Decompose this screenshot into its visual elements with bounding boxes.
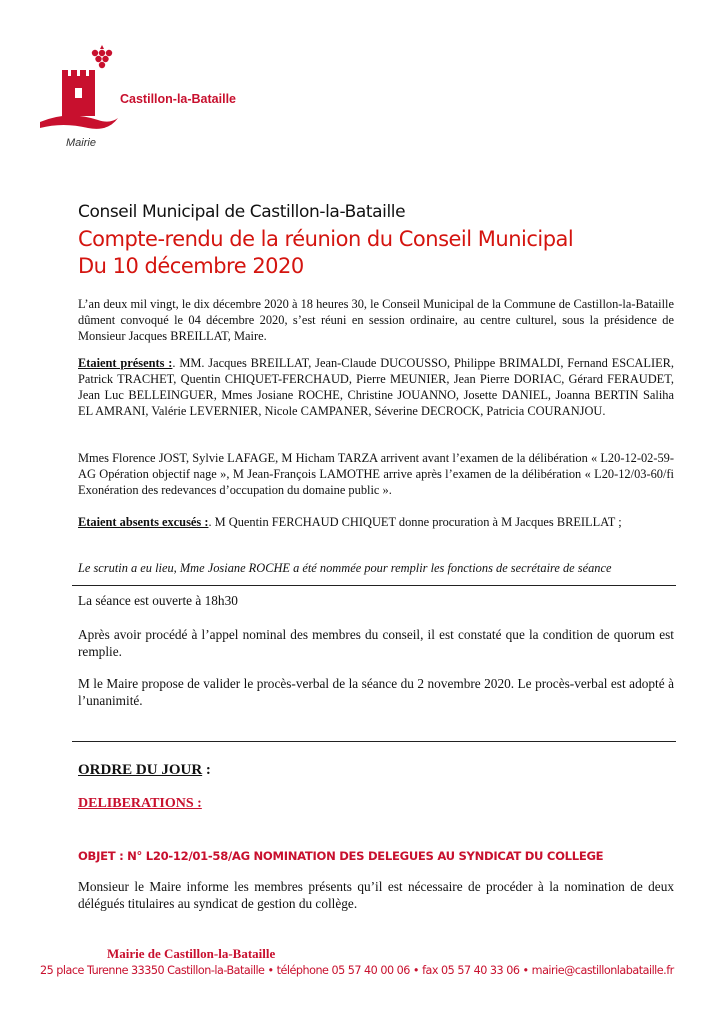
objet-heading: OBJET : N° L20-12/01-58/AG NOMINATION DES DELEGUES AU SYNDICAT DU COLLEGE: [78, 849, 604, 863]
pv-paragraph: M le Maire propose de valider le procès-verbal de la séance du 2 novembre 2020. Le procès-verbal est adopté à l’unanimité.: [78, 676, 674, 708]
opening-line: La séance est ouverte à 18h30: [78, 593, 238, 608]
agenda-label: ORDRE DU JOUR: [78, 762, 203, 778]
divider: [72, 741, 676, 742]
logo-mairie-label: Mairie: [66, 137, 96, 149]
present-label: Etaient présents :: [78, 356, 173, 370]
agenda-colon: :: [202, 762, 211, 778]
present-paragraph: [78, 355, 674, 419]
town-logo: [38, 40, 268, 160]
absent-label: Etaient absents excusés :: [78, 515, 209, 529]
scrutin-line: Le scrutin a eu lieu, Mme Josiane ROCHE a été nommée pour remplir les fonctions de secrétaire de séance: [78, 561, 612, 575]
footer-contact: 25 place Turenne 33350 Castillon-la-Bataille • téléphone 05 57 40 00 06 • fax 05 57 40 33 06 • mairie@castillonlabataille.fr: [40, 964, 674, 977]
council-heading: Conseil Municipal de Castillon-la-Bataille: [78, 202, 406, 222]
objet-paragraph: Monsieur le Maire informe les membres présents qu’il est nécessaire de procéder à la nomination de deux délégués titulaires au syndicat de gestion du collège.: [78, 879, 674, 911]
report-title: [78, 226, 573, 280]
agenda-heading: [78, 762, 211, 779]
arrivals-paragraph: Mmes Florence JOST, Sylvie LAFAGE, M Hicham TARZA arrivent avant l’examen de la délibération « L20-12-02-59-AG Opération objectif nage », M Jean-François LAMOTHE arrive après l’examen de la délibération « L20-12/03-60/fi Exonération des redevances d’occupation du domaine public ».: [78, 451, 674, 497]
report-title-line1: Compte-rendu de la réunion du Conseil Municipal: [78, 227, 574, 251]
absent-list: . M Quentin FERCHAUD CHIQUET donne procuration à M Jacques BREILLAT ;: [208, 515, 622, 529]
footer-title: Mairie de Castillon-la-Bataille: [107, 946, 276, 961]
absent-paragraph: [78, 514, 674, 530]
present-list: . MM. Jacques BREILLAT, Jean-Claude DUCOUSSO, Philippe BRIMALDI, Fernand ESCALIER, Patrick TRACHET, Quentin CHIQUET-FERCHAUD, Pierre MEUNIER, Jean Pierre DORIAC, Gérard FERAUDET, Jean Luc BELLEINGUER, Mmes Josiane ROCHE, Christine JOUANNO, Josette DANIEL, Joanna BERTIN Saliha EL AMRANI, Valérie LEVERNIER, Nicole CAMPANER, Séverine DECROCK, Patricia COURANJOU.: [78, 356, 674, 418]
intro-paragraph: L’an deux mil vingt, le dix décembre 2020 à 18 heures 30, le Conseil Municipal de la Commune de Castillon-la-Bataille dûment convoqué le 04 décembre 2020, s’est réuni en session ordinaire, au centre culturel, sous la présidence de Monsieur Jacques BREILLAT, Maire.: [78, 297, 674, 343]
report-title-line2: Du 10 décembre 2020: [78, 254, 304, 278]
logo-town-name: Castillon-la-Bataille: [120, 92, 236, 106]
quorum-paragraph: Après avoir procédé à l’appel nominal des membres du conseil, il est constaté que la condition de quorum est remplie.: [78, 627, 674, 659]
castle-grapes-icon: [38, 40, 118, 140]
divider: [72, 585, 676, 586]
deliberations-heading: DELIBERATIONS :: [78, 796, 202, 811]
